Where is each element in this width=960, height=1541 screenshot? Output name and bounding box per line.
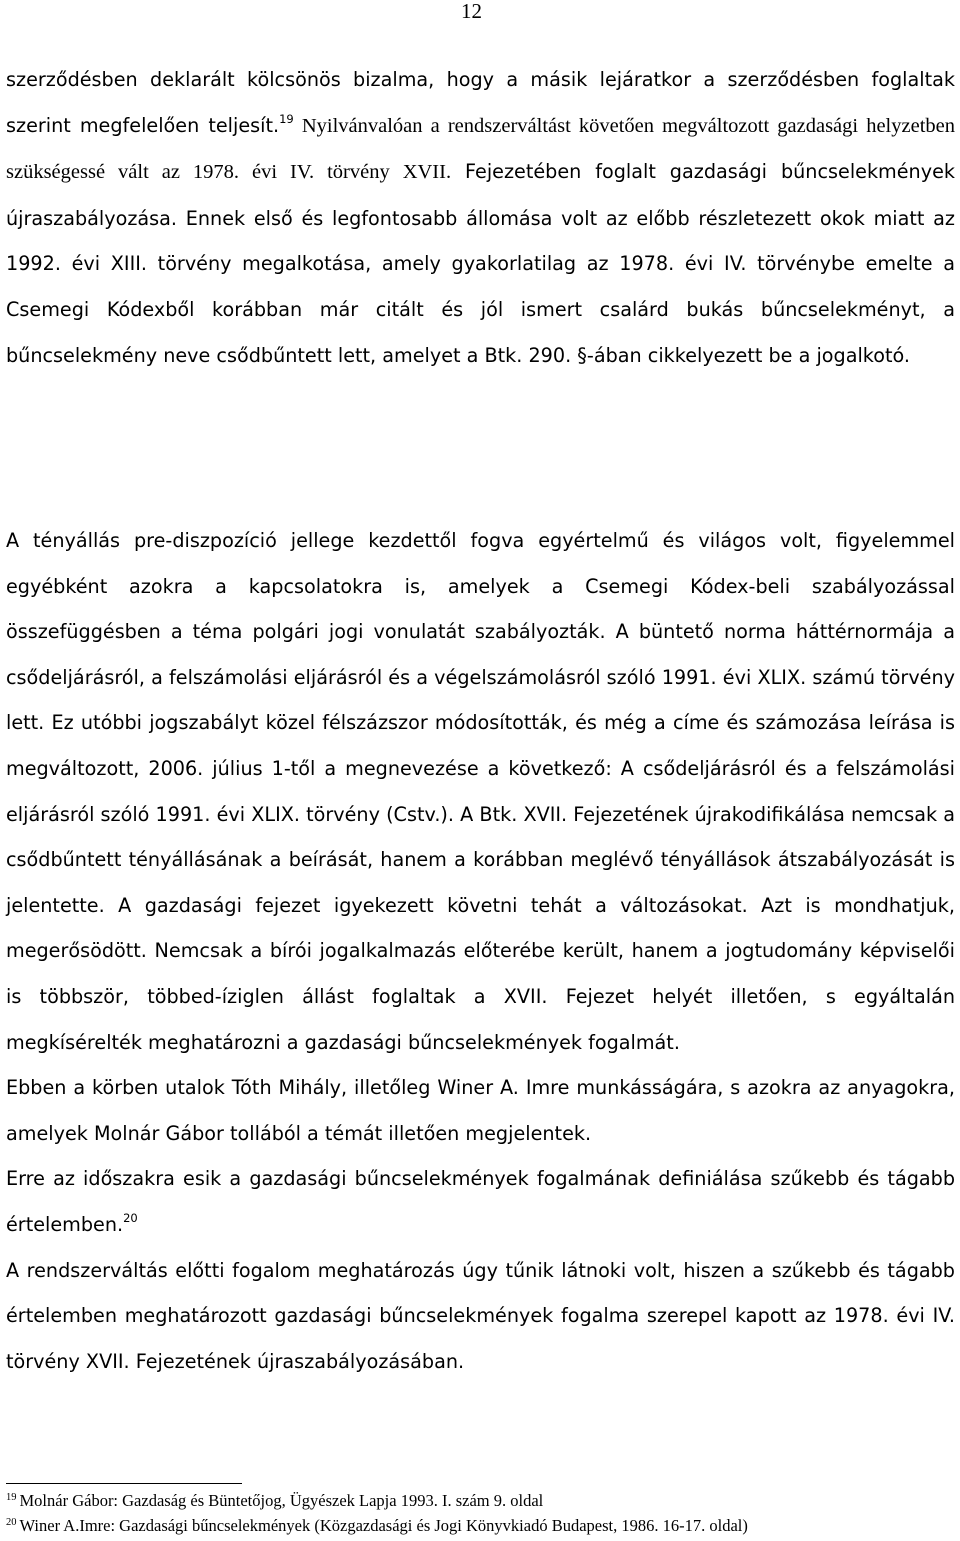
paragraph-5: A rendszerváltás előtti fogalom meghatározás úgy tűnik látnoki volt, hiszen a szűkebb és tágabb értelemben meghatározott gazdasági bűncselekmények fogalma szerepel kapott az 1978. évi IV. törvény XVII. Fejezetének újraszabályozásában.: [6, 1258, 955, 1373]
footnote-number: 20: [6, 1517, 17, 1528]
footnote-ref-19: 19: [279, 111, 294, 126]
paragraph-1-sentence-2: Nyilvánvalóan a rendszerváltást követően megváltozott gazdasági helyzetben szükségessé vált az 1978. évi IV. törvény XVII.: [6, 114, 955, 184]
paragraph-1: [6, 57, 955, 378]
footnote-text: Molnár Gábor: Gazdaság és Büntetőjog, Ügyészek Lapja 1993. I. szám 9. oldal: [19, 1491, 544, 1510]
main-text-2: [6, 518, 955, 1384]
footnote-19: [6, 1488, 956, 1513]
main-text: [6, 57, 955, 378]
footnote-text: Winer A.Imre: Gazdasági bűncselekmények (Közgazdasági és Jogi Könyvkiadó Budapest, 1986. 16-17. oldal): [19, 1516, 748, 1535]
paragraph-1-sentence-3: Fejezetében foglalt gazdasági bűncselekmények újraszabályozása. Ennek első és legfontosabb állomása volt az előbb részletezett okok miatt az 1992. évi XIII. törvény megalkotása, amely gyakorlatilag az 1978. évi IV. törvénybe emelte a Csemegi Kódexből korábban már citált és jól ismert csalárd bukás bűncselekményt, a bűncselekmény neve csődbűntett lett, amelyet a Btk. 290. §-ában cikkelyezett be a jogalkotó.: [6, 160, 955, 367]
paragraph-1-sentence-1: szerződésben deklarált kölcsönös bizalma, hogy a másik lejáratkor a szerződésben foglaltak szerint megfelelően teljesít.: [6, 68, 955, 137]
footnote-number: 19: [6, 1492, 17, 1503]
paragraph-3: Ebben a körben utalok Tóth Mihály, illetőleg Winer A. Imre munkásságára, s azokra az anyagokra, amelyek Molnár Gábor tollából a témát illetően megjelentek.: [6, 1076, 955, 1145]
paragraph-4: [6, 1156, 955, 1247]
footnote-separator: [6, 1483, 242, 1484]
footnote-20: [6, 1513, 956, 1538]
footnote-ref-20: 20: [123, 1210, 138, 1225]
footnotes: [6, 1488, 956, 1538]
page-number: 12: [461, 0, 482, 23]
paragraph-2: A tényállás pre-diszpozíció jellege kezdettől fogva egyértelmű és világos volt, figyelemmel egyébként azokra a kapcsolatokra is, amelyek a Csemegi Kódex-beli szabályozással összefüggésben a téma polgári jogi vonulatát szabályozták. A büntető norma háttérnormája a csődeljárásról, a felszámolási eljárásról és a végelszámolásról szóló 1991. évi XLIX. számú törvény lett. Ez utóbbi jogszabályt közel félszázszor módosították, és még a címe és számozása leírása is megváltozott, 2006. július 1-től a megnevezése a következő: A csődeljárásról és a felszámolási eljárásról szóló 1991. évi XLIX. törvény (Cstv.). A Btk. XVII. Fejezetének újrakodifikálása nemcsak a csődbűntett tényállásának a beírását, hanem a korábban meglévő tényállások átszabályozását is jelentette. A gazdasági fejezet igyekezett követni tehát a változásokat. Azt is mondhatjuk, megerősödött. Nemcsak a bírói jogalkalmazás előterébe került, hanem a jogtudomány képviselői is többször, többed-íziglen állást foglaltak a XVII. Fejezet helyét illetően, s egyáltalán megkísérelték meghatározni a gazdasági bűncselekmények fogalmát.: [6, 529, 955, 1054]
paragraph-4-text: Erre az időszakra esik a gazdasági bűncselekmények fogalmának definiálása szűkebb és tágabb értelemben.: [6, 1167, 955, 1236]
